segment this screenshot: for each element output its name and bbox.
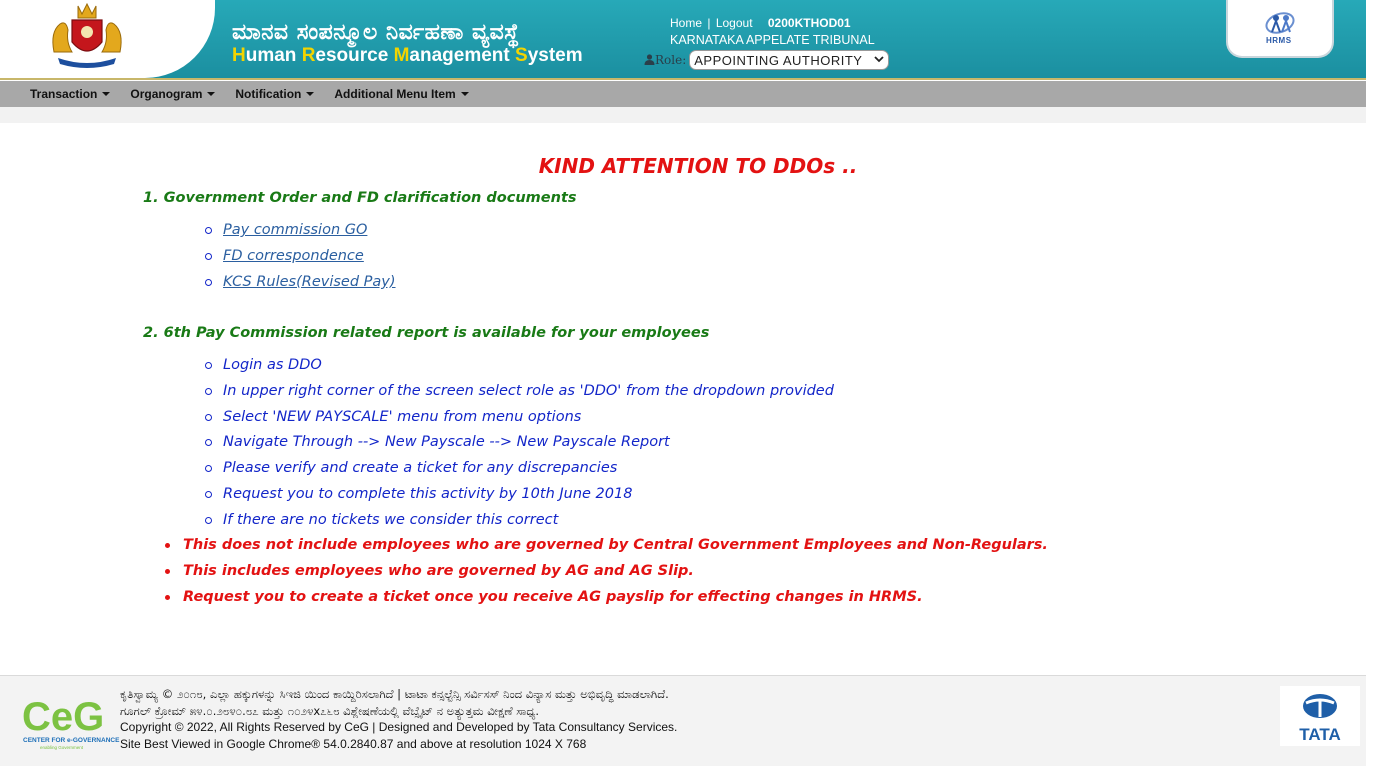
- footer-line-kannada-1: ಕೃತಿಸ್ವಾಮ್ಯ © ೨೦೧೮, ಎಲ್ಲಾ ಹಕ್ಕುಗಳನ್ನು ಸಿಇಜಿ ಯಿಂದ ಕಾಯ್ದಿರಿಸಲಾಗಿದೆ | ಟಾಟಾ ಕನ್ಸಲ್ಟೆನ್ಸಿ ಸರ್ವಿಸಸ್ ನಿಂದ ವಿನ್ಯಾಸ ಮತ್ತು ಅಭಿವೃದ್ಧಿ ಮಾಡಲಾಗಿದೆ.: [120, 687, 669, 701]
- link-separator: |: [707, 16, 711, 30]
- bullet-icon: [205, 362, 212, 369]
- list-item: Request you to complete this activity by 10th June 2018: [205, 486, 632, 502]
- bullet-icon: [165, 595, 170, 600]
- list-item: [205, 248, 364, 264]
- bullet-icon: [165, 569, 170, 574]
- header-logo-area: [0, 0, 215, 78]
- footer: [0, 675, 1366, 766]
- bullet-icon: [205, 388, 212, 395]
- footer-text: [120, 686, 677, 752]
- bullet-icon: [205, 253, 212, 260]
- caret-down-icon: [207, 92, 215, 96]
- list-item: [205, 222, 367, 238]
- footer-copyright: Copyright © 2022, All Rights Reserved by CeG | Designed and Developed by Tata Consultancy Services.: [120, 720, 678, 734]
- svg-text:enabling Government: enabling Government: [40, 745, 84, 750]
- emblem-box: [18, 0, 118, 70]
- svg-text:CENTER FOR e-GOVERNANCE: CENTER FOR e-GOVERNANCE: [23, 737, 120, 744]
- top-links: [670, 16, 851, 30]
- user-id: 0200KTHOD01: [767, 16, 851, 30]
- footer-browser-note: Site Best Viewed in Google Chrome® 54.0.2840.87 and above at resolution 1024 X 768: [120, 736, 587, 751]
- note-item: This does not include employees who are governed by Central Government Employees and Non-Regulars.: [165, 537, 1048, 553]
- caret-down-icon: [461, 92, 469, 96]
- hrms-logo-icon: [1256, 6, 1306, 40]
- menu-additional[interactable]: Additional Menu Item: [324, 87, 478, 101]
- svg-text:TATA: TATA: [1299, 725, 1341, 744]
- pay-commission-go-link[interactable]: Pay commission GO: [223, 222, 368, 238]
- bullet-icon: [205, 279, 212, 286]
- fd-correspondence-link[interactable]: FD correspondence: [223, 248, 364, 264]
- organization-name: KARNATAKA APPELATE TRIBUNAL: [670, 33, 875, 47]
- attention-heading: KIND ATTENTION TO DDOs ..: [538, 154, 858, 178]
- ceg-logo-icon: [20, 690, 120, 750]
- role-select[interactable]: [689, 50, 889, 70]
- english-title: Human Resource Management System: [232, 45, 583, 66]
- menu-transaction[interactable]: Transaction: [20, 87, 120, 101]
- user-icon: [644, 54, 655, 65]
- role-select-value: APPOINTING AUTHORITY: [694, 52, 863, 68]
- caret-down-icon: [306, 92, 314, 96]
- home-link[interactable]: Home: [670, 16, 703, 30]
- logout-link[interactable]: Logout: [715, 16, 753, 30]
- section-1-title: 1. Government Order and FD clarification documents: [143, 190, 577, 206]
- tata-logo-icon: [1280, 686, 1360, 746]
- hrms-logo: [1226, 0, 1334, 58]
- karnataka-emblem-icon: [48, 2, 126, 70]
- bullet-icon: [205, 491, 212, 498]
- list-item: [205, 274, 396, 290]
- tata-logo: [1280, 686, 1360, 746]
- note-item: Request you to create a ticket once you receive AG payslip for effecting changes in HRMS.: [165, 589, 923, 605]
- bullet-icon: [165, 543, 170, 548]
- role-label: Role:: [644, 53, 686, 67]
- list-item: In upper right corner of the screen select role as 'DDO' from the dropdown provided: [205, 383, 834, 399]
- list-item: Select 'NEW PAYSCALE' menu from menu options: [205, 409, 581, 425]
- list-item: Login as DDO: [205, 357, 322, 373]
- caret-down-icon: [102, 92, 110, 96]
- list-item: If there are no tickets we consider this correct: [205, 512, 558, 528]
- bullet-icon: [205, 227, 212, 234]
- hrms-logo-text: HRMS: [1266, 36, 1292, 45]
- bullet-icon: [205, 414, 212, 421]
- list-item: Please verify and create a ticket for any discrepancies: [205, 460, 617, 476]
- section-2-title: 2. 6th Pay Commission related report is available for your employees: [143, 325, 710, 341]
- note-item: This includes employees who are governed by AG and AG Slip.: [165, 563, 694, 579]
- role-row: [644, 50, 889, 70]
- svg-text:CeG: CeG: [22, 695, 105, 739]
- kcs-rules-link[interactable]: KCS Rules(Revised Pay): [223, 274, 396, 290]
- kannada-title: ಮಾನವ ಸಂಪನ್ಮೂಲ ನಿರ್ವಹಣಾ ವ್ಯವಸ್ಥೆ: [232, 20, 520, 45]
- bullet-icon: [205, 517, 212, 524]
- bullet-icon: [205, 439, 212, 446]
- list-item: Navigate Through --> New Payscale --> New Payscale Report: [205, 434, 670, 450]
- header-banner: [0, 0, 1366, 80]
- menu-organogram[interactable]: Organogram: [120, 87, 225, 101]
- sub-bar: [0, 107, 1366, 123]
- chevron-down-icon: [874, 55, 884, 66]
- menu-notification[interactable]: Notification: [225, 87, 324, 101]
- footer-line-kannada-2: ಗೂಗಲ್ ಕ್ರೋಮ್ ೫೪.೦.೨೮೪೦.೮೭ ಮತ್ತು ೧೦೨೪x೭೬೮ ವಿಶ್ಲೇಷಣೆಯಲ್ಲಿ ವೆಬ್ಸೈಟ್ ನ ಅತ್ಯುತ್ತಮ ವೀಕ್ಷಣೆ ಸಾಧ್ಯ.: [120, 703, 540, 718]
- ceg-logo: [20, 690, 120, 750]
- main-menu-bar: [0, 81, 1366, 107]
- bullet-icon: [205, 465, 212, 472]
